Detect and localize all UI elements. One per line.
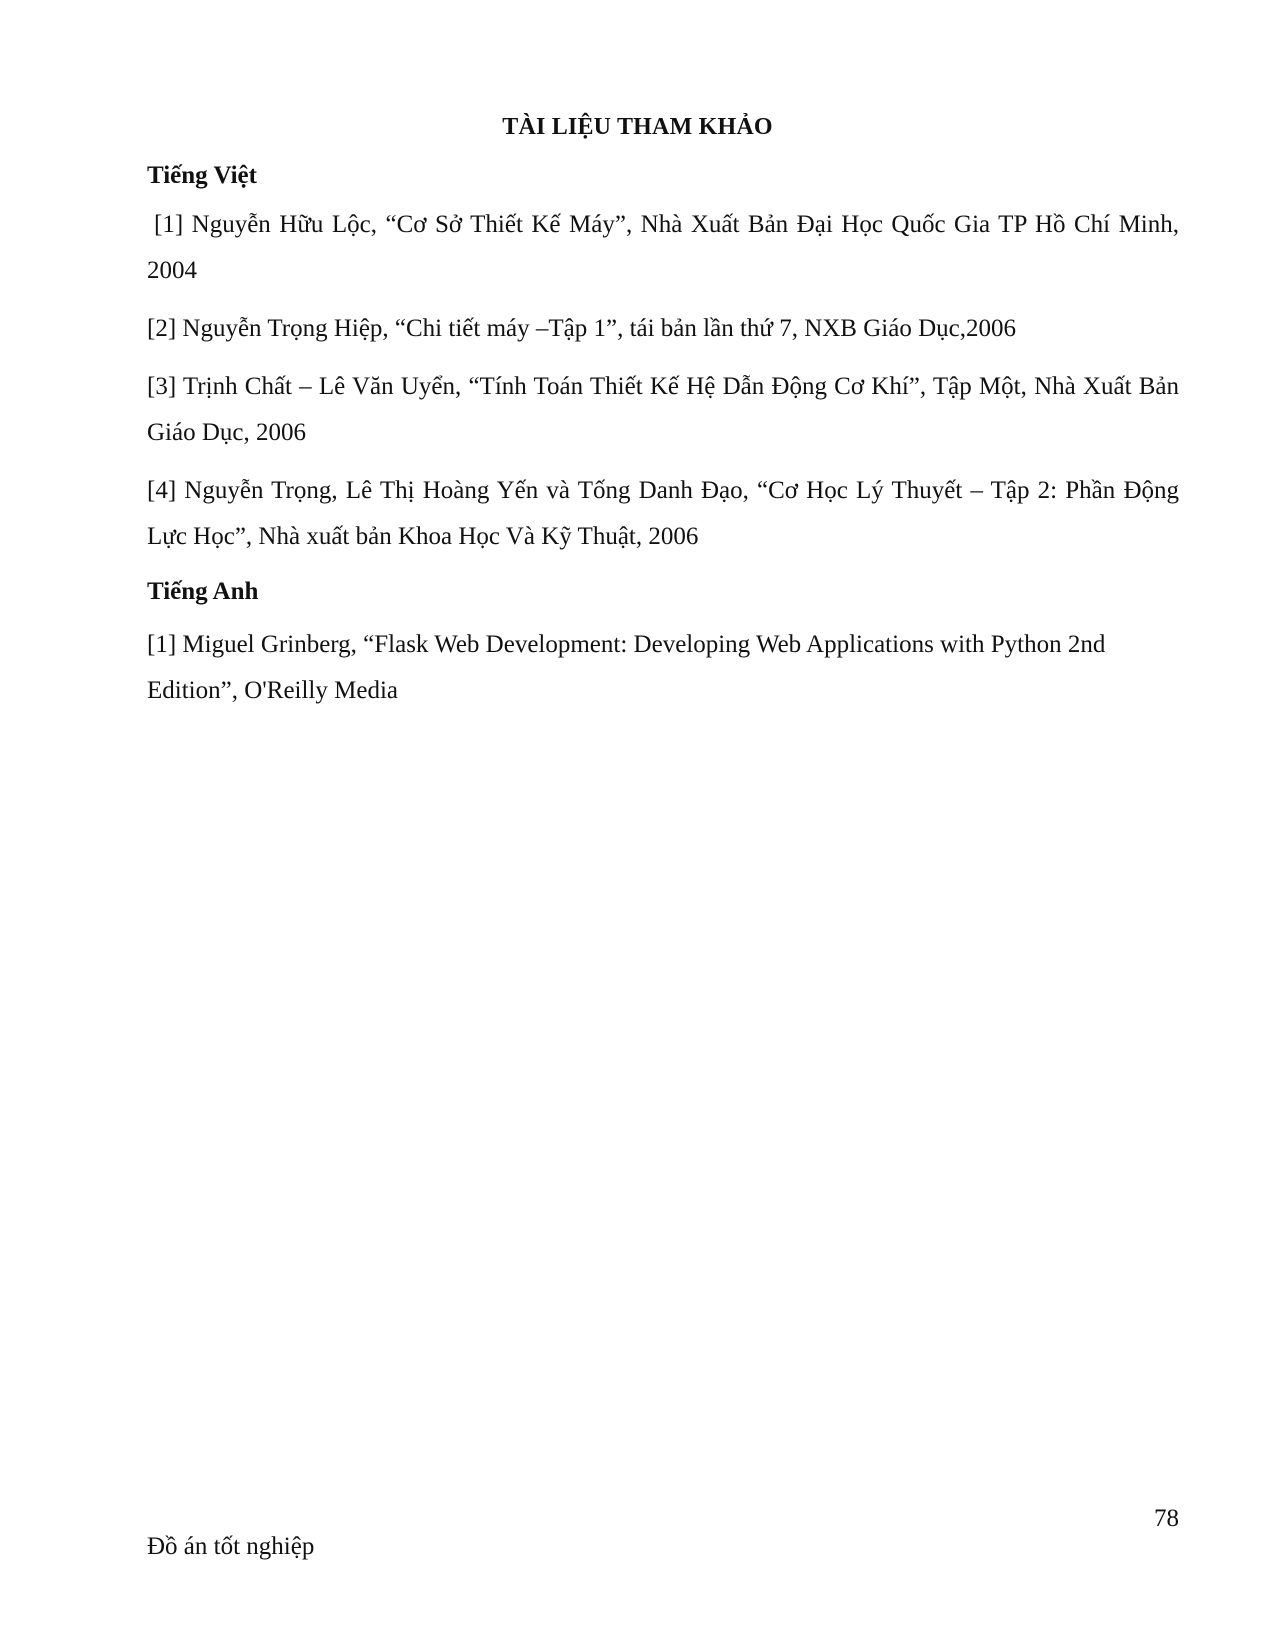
footer-text: Đồ án tốt nghiệp [147,1533,315,1560]
reference-item: [4] Nguyễn Trọng, Lê Thị Hoàng Yến và Tống Danh Đạo, “Cơ Học Lý Thuyết – Tập 2: Phần Động Lực Học”, Nhà xuất bản Khoa Học Và Kỹ Thuật, 2006 [147,477,1179,550]
reference-item: [3] Trịnh Chất – Lê Văn Uyển, “Tính Toán Thiết Kế Hệ Dẫn Động Cơ Khí”, Tập Một, Nhà Xuất Bản Giáo Dục, 2006 [147,373,1179,446]
page-title: TÀI LIỆU THAM KHẢO [502,114,773,140]
references-content [147,160,1179,714]
reference-item: [2] Nguyễn Trọng Hiệp, “Chi tiết máy –Tập 1”, tái bản lần thứ 7, NXB Giáo Dục,2006 [147,315,1016,342]
page-number: 78 [1154,1505,1179,1532]
section-heading-english: Tiếng Anh [147,578,259,605]
reference-item: [1] Nguyễn Hữu Lộc, “Cơ Sở Thiết Kế Máy”, Nhà Xuất Bản Đại Học Quốc Gia TP Hồ Chí Minh, 2004 [147,211,1179,284]
section-heading-vietnamese: Tiếng Việt [147,162,257,189]
reference-item: [1] Miguel Grinberg, “Flask Web Development: Developing Web Applications with Python 2nd Edition”, O'Reilly Media [147,631,1106,704]
